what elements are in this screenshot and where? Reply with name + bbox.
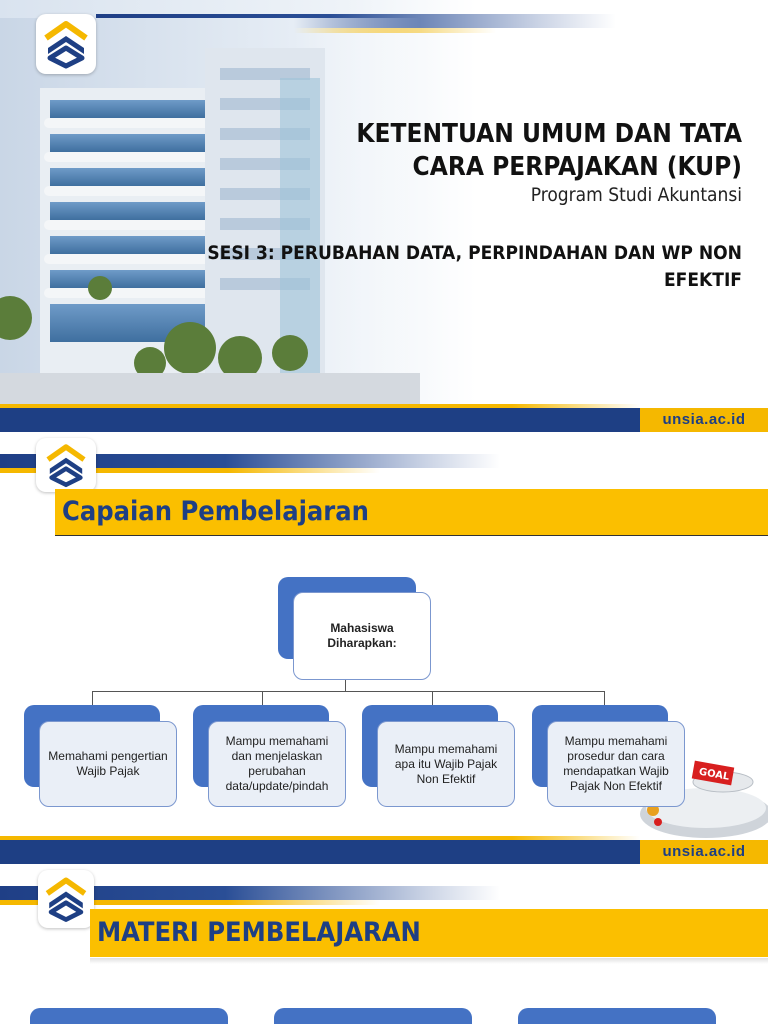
title-slide <box>0 0 768 432</box>
unsia-logo-icon <box>36 14 96 74</box>
course-title: KETENTUAN UMUM DAN TATA CARA PERPAJAKAN (KUP) <box>356 119 742 182</box>
site-url: unsia.ac.id <box>640 408 768 432</box>
slide-title: Capaian Pembelajaran <box>62 496 369 527</box>
connector <box>262 691 263 705</box>
connector <box>92 691 604 692</box>
materials-slide <box>0 864 768 1024</box>
header-shadow <box>90 958 768 964</box>
leaf-node: Mampu memahami prosedur dan cara mendapatkan Wajib Pajak Non Efektif <box>547 721 685 807</box>
site-url: unsia.ac.id <box>640 840 768 864</box>
unsia-logo-icon <box>38 870 94 928</box>
footer-gold-line <box>0 404 640 408</box>
connector <box>345 680 346 691</box>
slide-title: MATERI PEMBELAJARAN <box>97 917 421 948</box>
unsia-logo <box>36 438 96 492</box>
session-title: SESI 3: PERUBAHAN DATA, PERPINDAHAN DAN WP NON EFEKTIF <box>207 242 742 291</box>
root-node: Mahasiswa Diharapkan: <box>293 592 431 680</box>
material-tile <box>30 1008 228 1024</box>
leaf-node: Memahami pengertian Wajib Pajak <box>39 721 177 807</box>
building-photo <box>0 18 420 408</box>
connector <box>92 691 93 705</box>
learning-outcomes-slide <box>0 432 768 864</box>
unsia-logo <box>36 14 96 74</box>
footer-gold-line <box>0 836 640 840</box>
material-tile <box>274 1008 472 1024</box>
material-tile <box>518 1008 716 1024</box>
unsia-logo <box>38 870 94 928</box>
header-underline <box>55 535 768 536</box>
leaf-node: Mampu memahami apa itu Wajib Pajak Non Efektif <box>377 721 515 807</box>
connector <box>432 691 433 705</box>
program-name: Program Studi Akuntansi <box>530 184 742 206</box>
connector <box>604 691 605 705</box>
goal-label: GOAL <box>697 766 731 783</box>
leaf-node: Mampu memahami dan menjelaskan perubahan data/update/pindah <box>208 721 346 807</box>
unsia-logo-icon <box>36 438 96 492</box>
